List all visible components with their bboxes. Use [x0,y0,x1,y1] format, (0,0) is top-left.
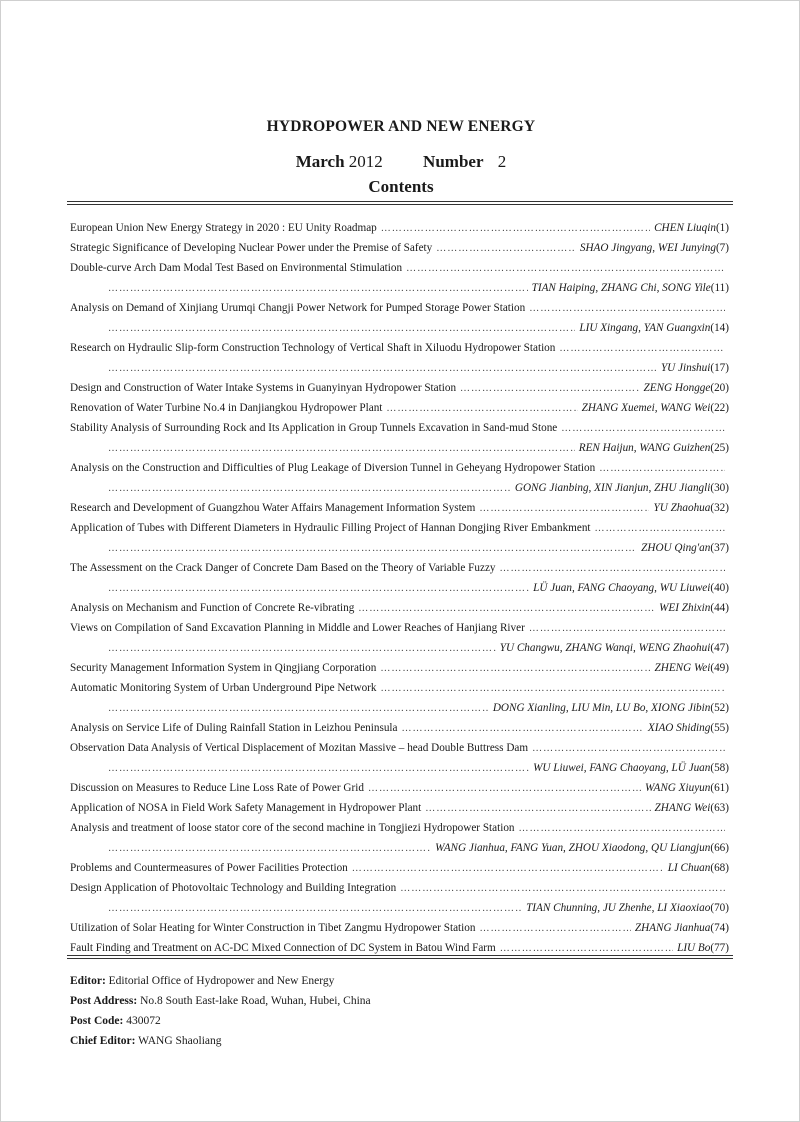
chief-editor-row [70,1031,371,1051]
editor-value: Editorial Office of Hydropower and New Energy [108,975,335,987]
toc-entry-byline [70,438,729,458]
toc-entry-authors: WEI Zhixin [659,602,711,614]
toc-leader-dots [368,779,641,798]
toc-leader-dots [460,379,639,398]
toc-entry-title: Design and Construction of Water Intake Systems in Guanyinyan Hydropower Station [70,382,457,394]
post-code-value: 430072 [126,1015,161,1027]
toc-entry-page: (68) [710,862,729,874]
toc-leader-dots [500,559,725,578]
toc-entry-title: Strategic Significance of Developing Nuclear Power under the Premise of Safety [70,242,433,254]
divider-bottom [67,958,733,959]
toc-entry[interactable] [70,378,729,398]
toc-entry-page: (63) [710,802,729,814]
toc-leader-dots [479,919,630,938]
toc-leader-dots [402,719,644,738]
post-address-value: No.8 South East-lake Road, Wuhan, Hubei, China [140,995,371,1007]
toc-leader-dots [559,339,725,358]
editor-row [70,971,371,991]
toc-entry-byline [70,578,729,598]
toc-entry-title: Views on Compilation of Sand Excavation Planning in Middle and Lower Reaches of Hanjiang River [70,622,525,634]
toc-entry[interactable] [70,398,729,418]
toc-entry-title: Problems and Countermeasures of Power Facilities Protection [70,862,348,874]
divider-bottom [67,955,733,956]
toc-entry-title: Observation Data Analysis of Vertical Displacement of Mozitan Massive – head Double Buttress Dam [70,742,529,754]
editor-label: Editor: [70,975,106,987]
toc-entry-title: Stability Analysis of Surrounding Rock and Its Application in Group Tunnels Excavation in Sand-mud Stone [70,422,558,434]
post-code-label: Post Code: [70,1015,124,1027]
toc-entry-page: (32) [710,502,729,514]
post-address-row [70,991,371,1011]
issue-number: 2 [497,152,507,171]
toc-entry-title: Double-curve Arch Dam Modal Test Based on Environmental Stimulation [70,262,403,274]
toc-entry-page: (74) [710,922,729,934]
toc-entry-page: (17) [710,362,729,374]
toc-leader-dots [529,619,725,638]
chief-editor-label: Chief Editor: [70,1035,136,1047]
toc-entry-byline [70,638,729,658]
toc-leader-dots [108,699,489,718]
toc-entry-authors: YU Changwu, ZHANG Wanqi, WENG Zhaohui [499,642,711,654]
toc-leader-dots [529,299,725,318]
toc-entry-authors: LÜ Juan, FANG Chaoyang, WU Liuwei [533,582,711,594]
toc-entry-page: (25) [710,442,729,454]
toc-entry-byline [70,358,729,378]
toc-entry-authors: ZHANG Xuemei, WANG Wei [581,402,711,414]
toc-entry-page: (49) [710,662,729,674]
toc-leader-dots [108,639,496,658]
toc-entry-page: (20) [710,382,729,394]
journal-title: HYDROPOWER AND NEW ENERGY [266,118,536,135]
toc-entry-title: Discussion on Measures to Reduce Line Loss Rate of Power Grid [70,782,364,794]
toc-leader-dots [400,879,725,898]
toc-entry-page: (14) [710,322,729,334]
toc-leader-dots [519,819,725,838]
toc-entry-authors: ZHANG Wei [654,802,711,814]
issue-number-label: Number [423,152,484,171]
toc-leader-dots [599,459,725,478]
toc-entry-authors: XIAO Shiding [647,722,711,734]
post-address-label: Post Address: [70,995,138,1007]
toc-leader-dots [381,219,650,238]
toc-entry-page: (44) [710,602,729,614]
toc-entry-authors: ZHOU Qing'an [641,542,711,554]
toc-entry-authors: SHAO Jingyang, WEI Junying [579,242,716,254]
toc-leader-dots [406,259,725,278]
toc-leader-dots [479,499,649,518]
toc-entry-title: Research on Hydraulic Slip-form Construction Technology of Vertical Shaft in Xiluodu Hydropower Station [70,342,556,354]
divider-top [67,201,733,202]
toc-entry[interactable] [70,218,729,238]
toc-entry-authors: YU Jinshui [660,362,711,374]
toc-entry-title: Automatic Monitoring System of Urban Underground Pipe Network [70,682,377,694]
toc-leader-dots [380,659,650,678]
toc-entry-page: (22) [710,402,729,414]
toc-leader-dots [532,739,725,758]
toc-leader-dots [386,399,577,418]
toc-leader-dots [108,359,657,378]
toc-entry-byline [70,478,729,498]
toc-entry-title-line[interactable] [70,738,729,758]
toc-entry-authors: TIAN Chunning, JU Zhenhe, LI Xiaoxiao [526,902,711,914]
issue-year: 2012 [348,152,383,171]
toc-leader-dots [108,539,637,558]
toc-entry[interactable] [70,498,729,518]
masthead [70,971,371,1051]
toc-entry-title-line[interactable] [70,818,729,838]
toc-entry-byline [70,758,729,778]
toc-leader-dots [436,239,576,258]
toc-entry-authors: REN Haijun, WANG Guizhen [578,442,711,454]
toc-entry-title: Design Application of Photovoltaic Technology and Building Integration [70,882,397,894]
toc-leader-dots [108,579,529,598]
toc-entry-title-line[interactable] [70,338,729,358]
toc-entry-title: Utilization of Solar Heating for Winter Construction in Tibet Zangmu Hydropower Station [70,922,476,934]
toc-entry[interactable] [70,238,729,258]
toc-leader-dots [380,679,725,698]
toc-entry-title: Research and Development of Guangzhou Water Affairs Management Information System [70,502,476,514]
toc-entry-authors: WANG Jianhua, FANG Yuan, ZHOU Xiaodong, QU Liangjun [435,842,711,854]
toc-leader-dots [358,599,655,618]
toc-entry-page: (61) [710,782,729,794]
toc-entry-title: Security Management Information System in Qingjiang Corporation [70,662,377,674]
toc-entry-authors: LI Chuan [667,862,711,874]
toc-entry-page: (47) [710,642,729,654]
toc-entry[interactable] [70,858,729,878]
chief-editor-value: WANG Shaoliang [138,1035,222,1047]
toc-entry[interactable] [70,718,729,738]
toc-entry-title-line[interactable] [70,618,729,638]
toc-entry-title: European Union New Energy Strategy in 2020 : EU Unity Roadmap [70,222,377,234]
toc-entry-authors: LIU Bo [677,942,711,954]
toc-entry[interactable] [70,778,729,798]
issue-month: March [295,152,345,171]
toc-entry-title: Analysis on Service Life of Duling Rainfall Station in Leizhou Peninsula [70,722,398,734]
toc-entry-authors: ZHANG Jianhua [634,922,711,934]
toc-entry-authors: TIAN Haiping, ZHANG Chi, SONG Yile [531,282,711,294]
toc-entry-page: (40) [710,582,729,594]
toc-entry-authors: WANG Xiuyun [644,782,711,794]
toc-entry-title-line[interactable] [70,518,729,538]
toc-entry-byline [70,838,729,858]
table-of-contents [70,218,729,958]
divider-top [67,204,733,205]
toc-leader-dots [595,519,725,538]
toc-leader-dots [352,859,664,878]
toc-entry-page: (1) [715,222,729,234]
toc-entry-title: The Assessment on the Crack Danger of Concrete Dam Based on the Theory of Variable Fuzzy [70,562,496,574]
toc-entry-page: (30) [710,482,729,494]
toc-entry[interactable] [70,918,729,938]
toc-entry[interactable] [70,598,729,618]
toc-entry-authors: LIU Xingang, YAN Guangxin [579,322,711,334]
toc-leader-dots [108,279,528,298]
toc-entry-page: (7) [715,242,729,254]
toc-entry-authors: CHEN Liuqin [654,222,716,234]
toc-entry-authors: YU Zhaohua [653,502,711,514]
toc-leader-dots [108,839,431,858]
toc-entry-page: (66) [710,842,729,854]
toc-entry-byline [70,318,729,338]
toc-leader-dots [108,479,511,498]
toc-entry[interactable] [70,798,729,818]
toc-entry-page: (58) [710,762,729,774]
toc-leader-dots [108,759,529,778]
issue-line [1,152,800,172]
toc-entry-page: (37) [710,542,729,554]
toc-entry-title-line[interactable] [70,458,729,478]
toc-entry-title: Analysis on the Construction and Difficulties of Plug Leakage of Diversion Tunnel in Geheyang Hydropower Station [70,462,596,474]
toc-entry-title-line[interactable] [70,298,729,318]
toc-leader-dots [108,319,575,338]
toc-entry-byline [70,898,729,918]
toc-entry-authors: WU Liuwei, FANG Chaoyang, LÜ Juan [533,762,711,774]
toc-entry-title: Analysis on Mechanism and Function of Concrete Re-vibrating [70,602,355,614]
toc-entry-authors: ZHENG Wei [654,662,711,674]
toc-entry-page: (70) [710,902,729,914]
toc-entry-byline [70,278,729,298]
toc-entry[interactable] [70,658,729,678]
toc-entry-authors: GONG Jianbing, XIN Jianjun, ZHU Jiangli [514,482,711,494]
toc-entry-page: (52) [710,702,729,714]
toc-entry-byline [70,698,729,718]
toc-entry-title-line[interactable] [70,558,729,578]
toc-entry-title: Application of NOSA in Field Work Safety Management in Hydropower Plant [70,802,422,814]
toc-entry-title: Renovation of Water Turbine No.4 in Danjiangkou Hydropower Plant [70,402,383,414]
toc-leader-dots [108,439,575,458]
toc-entry-authors: DONG Xianling, LIU Min, LU Bo, XIONG Jibin [492,702,711,714]
toc-leader-dots [561,419,725,438]
toc-entry-authors: ZENG Hongge [643,382,711,394]
toc-leader-dots [425,799,650,818]
toc-entry-title-line[interactable] [70,678,729,698]
post-code-row [70,1011,371,1031]
toc-entry-page: (77) [710,942,729,954]
toc-entry-title-line[interactable] [70,418,729,438]
toc-entry-title: Analysis on Demand of Xinjiang Urumqi Changji Power Network for Pumped Storage Power Station [70,302,526,314]
toc-entry-title: Fault Finding and Treatment on AC-DC Mixed Connection of DC System in Batou Wind Farm [70,942,496,954]
toc-entry-page: (55) [710,722,729,734]
toc-entry-title-line[interactable] [70,878,729,898]
contents-heading: Contents [368,177,434,196]
toc-entry-byline [70,538,729,558]
toc-leader-dots [108,899,522,918]
toc-entry-title: Application of Tubes with Different Diameters in Hydraulic Filling Project of Hannan Dongjing River Embankment [70,522,591,534]
toc-entry-page: (11) [710,282,729,294]
toc-entry-title: Analysis and treatment of loose stator core of the second machine in Tongjiezi Hydropower Station [70,822,515,834]
toc-entry-title-line[interactable] [70,258,729,278]
